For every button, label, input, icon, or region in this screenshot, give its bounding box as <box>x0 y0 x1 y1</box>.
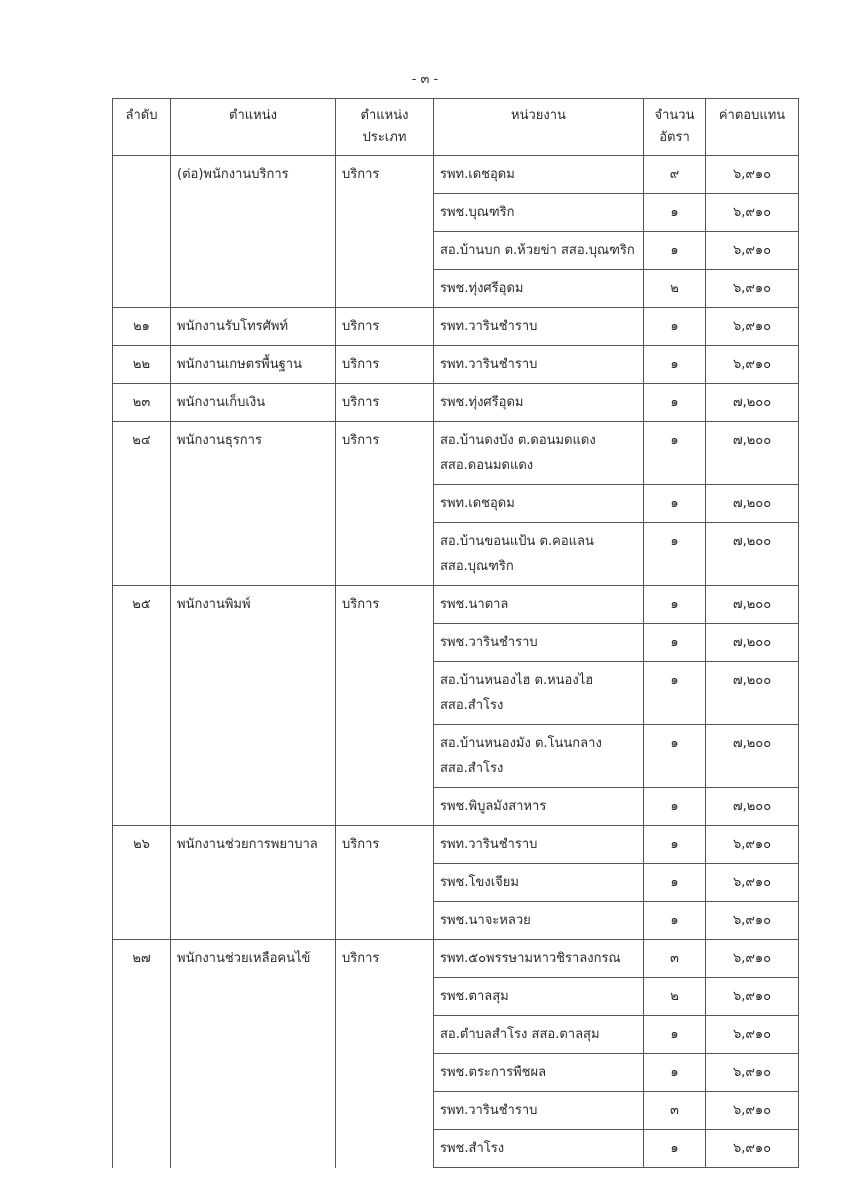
position-cell: พนักงานธุรการ <box>171 422 336 586</box>
seq-cell: ๒๔ <box>113 422 171 586</box>
pay-cell: ๖,๙๑๐ <box>706 346 799 384</box>
seq-cell <box>113 156 171 308</box>
unit-cell: สอ.บ้านบก ต.ห้วยข่า สสอ.บุณฑริก <box>434 232 644 270</box>
pay-cell: ๖,๙๑๐ <box>706 940 799 978</box>
type-cell: บริการ <box>336 308 434 346</box>
unit-cell: รพช.สำโรง <box>434 1130 644 1168</box>
pay-cell: ๖,๙๑๐ <box>706 1130 799 1168</box>
unit-cell: สอ.บ้านดงบัง ต.ดอนมดแดง สสอ.ดอนมดแดง <box>434 422 644 485</box>
unit-cell: รพท.วารินชำราบ <box>434 826 644 864</box>
count-cell: ๓ <box>644 940 706 978</box>
seq-cell: ๒๗ <box>113 940 171 1168</box>
header-count: จำนวนอัตรา <box>644 99 706 156</box>
pay-cell: ๗,๒๐๐ <box>706 485 799 523</box>
count-cell: ๑ <box>644 422 706 485</box>
position-cell: พนักงานรับโทรศัพท์ <box>171 308 336 346</box>
type-cell: บริการ <box>336 422 434 586</box>
table-row <box>113 586 799 624</box>
unit-cell: สอ.ตำบลสำโรง สสอ.ตาลสุม <box>434 1016 644 1054</box>
seq-cell: ๒๕ <box>113 586 171 826</box>
table-row <box>113 308 799 346</box>
unit-cell: รพช.พิบูลมังสาหาร <box>434 788 644 826</box>
pay-cell: ๖,๙๑๐ <box>706 308 799 346</box>
unit-cell: รพท.วารินชำราบ <box>434 308 644 346</box>
count-cell: ๑ <box>644 586 706 624</box>
header-row <box>113 99 799 156</box>
count-cell: ๑ <box>644 485 706 523</box>
unit-cell: รพช.นาจะหลวย <box>434 902 644 940</box>
unit-cell: รพช.ทุ่งศรีอุดม <box>434 384 644 422</box>
unit-cell: รพท.เดชอุดม <box>434 156 644 194</box>
unit-cell: รพท.เดชอุดม <box>434 485 644 523</box>
unit-cell: สอ.บ้านขอนแป้น ต.คอแลน สสอ.บุณฑริก <box>434 523 644 586</box>
page-number: - ๓ - <box>411 72 439 87</box>
seq-cell: ๒๒ <box>113 346 171 384</box>
position-cell: (ต่อ)พนักงานบริการ <box>171 156 336 308</box>
table-row <box>113 826 799 864</box>
type-cell: บริการ <box>336 384 434 422</box>
unit-cell: รพช.นาตาล <box>434 586 644 624</box>
pay-cell: ๖,๙๑๐ <box>706 1092 799 1130</box>
position-cell: พนักงานช่วยการพยาบาล <box>171 826 336 940</box>
header-position: ตำแหน่ง <box>171 99 336 156</box>
pay-cell: ๖,๙๑๐ <box>706 156 799 194</box>
pay-cell: ๖,๙๑๐ <box>706 864 799 902</box>
pay-cell: ๖,๙๑๐ <box>706 826 799 864</box>
pay-cell: ๗,๒๐๐ <box>706 624 799 662</box>
count-cell: ๓ <box>644 1092 706 1130</box>
unit-cell: รพช.ตาลสุม <box>434 978 644 1016</box>
count-cell: ๑ <box>644 788 706 826</box>
count-cell: ๑ <box>644 308 706 346</box>
count-cell: ๑ <box>644 232 706 270</box>
position-cell: พนักงานเก็บเงิน <box>171 384 336 422</box>
unit-cell: รพช.บุณฑริก <box>434 194 644 232</box>
count-cell: ๑ <box>644 523 706 586</box>
pay-cell: ๖,๙๑๐ <box>706 978 799 1016</box>
count-cell: ๑ <box>644 725 706 788</box>
position-cell: พนักงานพิมพ์ <box>171 586 336 826</box>
pay-cell: ๗,๒๐๐ <box>706 788 799 826</box>
type-cell: บริการ <box>336 940 434 1168</box>
table-row <box>113 346 799 384</box>
table-body <box>113 156 799 1168</box>
pay-cell: ๗,๒๐๐ <box>706 523 799 586</box>
count-cell: ๑ <box>644 662 706 725</box>
count-cell: ๑ <box>644 1130 706 1168</box>
count-cell: ๑ <box>644 384 706 422</box>
pay-cell: ๖,๙๑๐ <box>706 1016 799 1054</box>
unit-cell: สอ.บ้านหนองไฮ ต.หนองไฮ สสอ.สำโรง <box>434 662 644 725</box>
type-cell: บริการ <box>336 156 434 308</box>
pay-cell: ๗,๒๐๐ <box>706 586 799 624</box>
header-type: ตำแหน่งประเภท <box>336 99 434 156</box>
unit-cell: สอ.บ้านหนองมัง ต.โนนกลาง สสอ.สำโรง <box>434 725 644 788</box>
table-row <box>113 422 799 485</box>
header-seq: ลำดับ <box>113 99 171 156</box>
count-cell: ๑ <box>644 1016 706 1054</box>
pay-cell: ๖,๙๑๐ <box>706 1054 799 1092</box>
unit-cell: รพช.ทุ่งศรีอุดม <box>434 270 644 308</box>
pay-cell: ๖,๙๑๐ <box>706 194 799 232</box>
pay-cell: ๗,๒๐๐ <box>706 384 799 422</box>
count-cell: ๑ <box>644 1054 706 1092</box>
count-cell: ๑ <box>644 194 706 232</box>
pay-cell: ๗,๒๐๐ <box>706 422 799 485</box>
unit-cell: รพช.วารินชำราบ <box>434 624 644 662</box>
count-cell: ๑ <box>644 902 706 940</box>
unit-cell: รพท.วารินชำราบ <box>434 1092 644 1130</box>
position-table <box>112 98 799 1168</box>
header-unit: หน่วยงาน <box>434 99 644 156</box>
unit-cell: รพท.๕๐พรรษามหาวชิราลงกรณ <box>434 940 644 978</box>
count-cell: ๙ <box>644 156 706 194</box>
header-pay: ค่าตอบแทน <box>706 99 799 156</box>
seq-cell: ๒๖ <box>113 826 171 940</box>
count-cell: ๒ <box>644 270 706 308</box>
table-row <box>113 940 799 978</box>
count-cell: ๑ <box>644 624 706 662</box>
table-row <box>113 156 799 194</box>
type-cell: บริการ <box>336 346 434 384</box>
seq-cell: ๒๑ <box>113 308 171 346</box>
pay-cell: ๖,๙๑๐ <box>706 232 799 270</box>
unit-cell: รพท.วารินชำราบ <box>434 346 644 384</box>
position-cell: พนักงานเกษตรพื้นฐาน <box>171 346 336 384</box>
unit-cell: รพช.ตระการพืชผล <box>434 1054 644 1092</box>
pay-cell: ๗,๒๐๐ <box>706 662 799 725</box>
table-row <box>113 384 799 422</box>
position-cell: พนักงานช่วยเหลือคนไข้ <box>171 940 336 1168</box>
pay-cell: ๖,๙๑๐ <box>706 270 799 308</box>
unit-cell: รพช.โขงเจียม <box>434 864 644 902</box>
count-cell: ๑ <box>644 346 706 384</box>
count-cell: ๑ <box>644 864 706 902</box>
pay-cell: ๖,๙๑๐ <box>706 902 799 940</box>
type-cell: บริการ <box>336 586 434 826</box>
seq-cell: ๒๓ <box>113 384 171 422</box>
count-cell: ๑ <box>644 826 706 864</box>
type-cell: บริการ <box>336 826 434 940</box>
count-cell: ๒ <box>644 978 706 1016</box>
pay-cell: ๗,๒๐๐ <box>706 725 799 788</box>
